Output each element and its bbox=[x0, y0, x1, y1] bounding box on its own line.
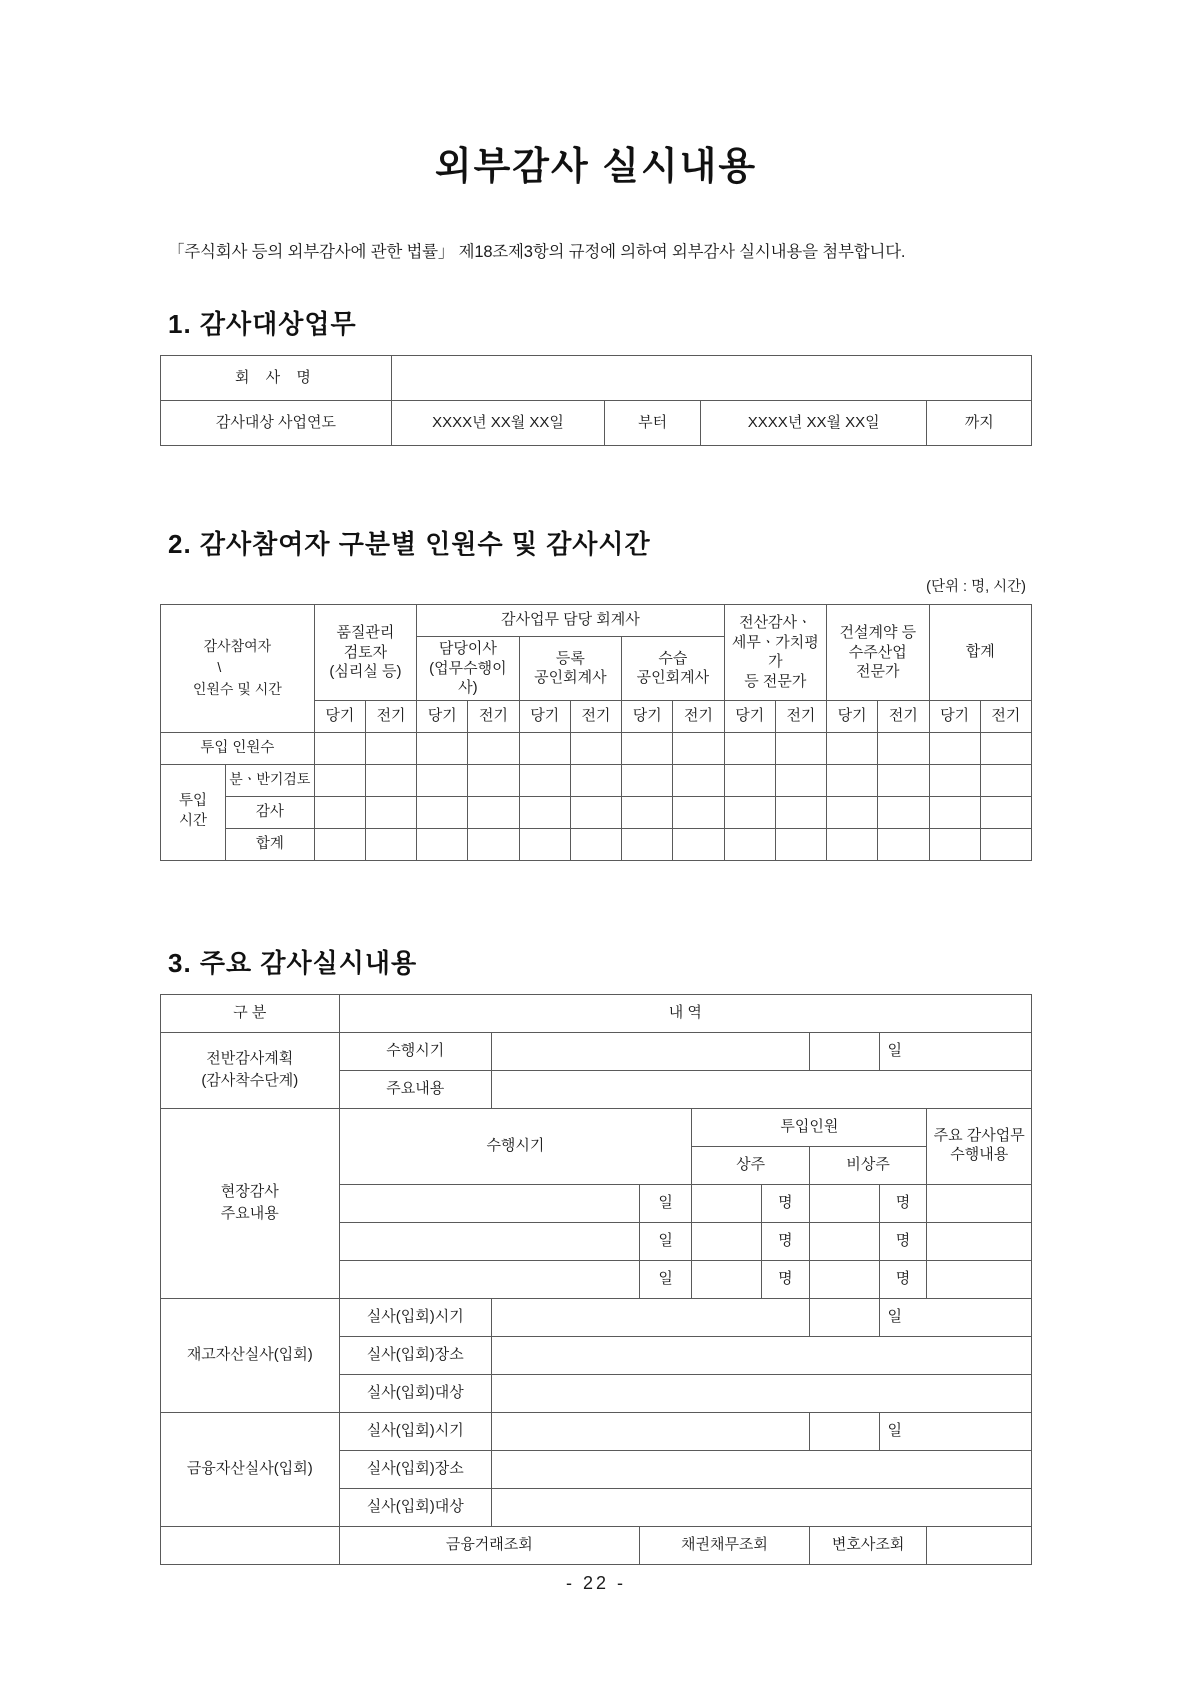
cell-audit-time[interactable] bbox=[365, 796, 416, 828]
page-number: - 22 - bbox=[565, 1573, 626, 1593]
label-financial-place: 실사(입회)장소 bbox=[339, 1450, 491, 1488]
value-financial-days[interactable] bbox=[809, 1412, 879, 1450]
cell-headcount[interactable] bbox=[827, 732, 878, 764]
row-label-headcount: 투입 인원수 bbox=[161, 732, 315, 764]
cell-headcount[interactable] bbox=[775, 732, 826, 764]
fiscal-year-start[interactable]: XXXX년 XX월 XX일 bbox=[391, 401, 604, 446]
audit-target-table bbox=[160, 355, 1032, 446]
cell-headcount[interactable] bbox=[673, 732, 724, 764]
cell-total-time[interactable] bbox=[929, 828, 980, 860]
section-participants bbox=[160, 524, 1032, 861]
overall-plan-line-1: 전반감사계획 bbox=[206, 1050, 294, 1068]
cell-headcount[interactable] bbox=[929, 732, 980, 764]
value-main-audit-work[interactable] bbox=[927, 1222, 1032, 1260]
row-label-field-audit bbox=[161, 1108, 340, 1298]
value-non-resident-count[interactable] bbox=[809, 1260, 879, 1298]
overall-plan-line-2: (감사착수단계) bbox=[201, 1072, 299, 1089]
corner-line-1: 감사참여자 bbox=[203, 637, 272, 654]
time-label-line-1: 투입 bbox=[179, 793, 208, 810]
unit-resident: 명 bbox=[761, 1260, 809, 1298]
section-audit-details bbox=[160, 943, 1032, 1565]
field-audit-line-2: 주요내용 bbox=[220, 1205, 279, 1222]
period-previous: 전기 bbox=[468, 700, 519, 732]
row-label-overall-plan bbox=[161, 1032, 340, 1108]
unit-note: (단위 : 명, 시간) bbox=[926, 579, 1026, 595]
unit-field-days: 일 bbox=[640, 1260, 692, 1298]
from-label: 부터 bbox=[605, 401, 701, 446]
cell-total-time[interactable] bbox=[827, 828, 878, 860]
cell-audit-time[interactable] bbox=[314, 796, 365, 828]
value-inventory-timing[interactable] bbox=[491, 1298, 809, 1336]
col-header-detail: 내 역 bbox=[339, 994, 1031, 1032]
cell-total-time[interactable] bbox=[468, 828, 519, 860]
row-label-audit: 감사 bbox=[226, 796, 314, 828]
value-resident-count[interactable] bbox=[692, 1260, 762, 1298]
table-row bbox=[161, 1032, 1032, 1070]
unit-inventory-days: 일 bbox=[879, 1298, 1031, 1336]
cell-audit-time[interactable] bbox=[827, 796, 878, 828]
company-name-value[interactable] bbox=[391, 356, 1031, 401]
cell-headcount[interactable] bbox=[519, 732, 570, 764]
period-previous: 전기 bbox=[980, 700, 1031, 732]
unit-field-days: 일 bbox=[640, 1184, 692, 1222]
cell-quarterly-review[interactable] bbox=[417, 764, 468, 796]
unit-plan-days: 일 bbox=[879, 1032, 1031, 1070]
label-lawyer-confirmation: 변호사조회 bbox=[809, 1526, 927, 1564]
label-plan-main-content: 주요내용 bbox=[339, 1070, 491, 1108]
cell-headcount[interactable] bbox=[417, 732, 468, 764]
label-main-audit-work: 주요 감사업무 수행내용 bbox=[927, 1108, 1032, 1184]
empty-division-cell bbox=[161, 1526, 340, 1564]
col-header-division: 구 분 bbox=[161, 994, 340, 1032]
table-row bbox=[161, 1526, 1032, 1564]
table-row bbox=[161, 994, 1032, 1032]
cell-quarterly-review[interactable] bbox=[570, 764, 621, 796]
cell-audit-time[interactable] bbox=[519, 796, 570, 828]
participants-corner-header bbox=[161, 605, 315, 733]
value-plan-timing[interactable] bbox=[491, 1032, 809, 1070]
cell-audit-time[interactable] bbox=[468, 796, 519, 828]
construction-line-2: 수주산업 bbox=[848, 643, 907, 661]
cell-headcount[interactable] bbox=[365, 732, 416, 764]
cell-headcount[interactable] bbox=[724, 732, 775, 764]
section2-heading: 2. 감사참여자 구분별 인원수 및 감사시간 bbox=[168, 529, 651, 559]
label-resident: 상주 bbox=[692, 1146, 810, 1184]
unit-resident: 명 bbox=[761, 1222, 809, 1260]
value-main-audit-work[interactable] bbox=[927, 1184, 1032, 1222]
table-row bbox=[161, 732, 1032, 764]
col-total: 합계 bbox=[929, 605, 1031, 701]
cell-quarterly-review[interactable] bbox=[519, 764, 570, 796]
cell-quarterly-review[interactable] bbox=[775, 764, 826, 796]
col-trainee-cpa bbox=[622, 637, 724, 701]
it-line-1: 전산감사ㆍ bbox=[739, 614, 812, 632]
table-row bbox=[161, 401, 1032, 446]
cell-total-time[interactable] bbox=[980, 828, 1031, 860]
registered-line-1: 등록 bbox=[555, 649, 585, 667]
row-label-financial-asset-inspection: 금융자산실사(입회) bbox=[161, 1412, 340, 1526]
audit-details-table bbox=[160, 994, 1032, 1565]
col-engagement-director bbox=[417, 637, 519, 701]
col-construction-expert bbox=[827, 605, 929, 701]
cell-audit-time[interactable] bbox=[622, 796, 673, 828]
cell-quarterly-review[interactable] bbox=[365, 764, 416, 796]
label-inventory-target: 실사(입회)대상 bbox=[339, 1374, 491, 1412]
field-audit-line-1: 현장감사 bbox=[220, 1183, 279, 1201]
cell-total-time[interactable] bbox=[673, 828, 724, 860]
period-current: 당기 bbox=[417, 700, 468, 732]
cell-headcount[interactable] bbox=[622, 732, 673, 764]
label-non-resident: 비상주 bbox=[809, 1146, 927, 1184]
value-field-timing[interactable] bbox=[339, 1260, 639, 1298]
value-field-timing[interactable] bbox=[339, 1184, 639, 1222]
value-main-audit-work[interactable] bbox=[927, 1260, 1032, 1298]
director-line-1: 담당이사 bbox=[438, 640, 497, 657]
cell-total-time[interactable] bbox=[417, 828, 468, 860]
cell-audit-time[interactable] bbox=[878, 796, 929, 828]
cell-quarterly-review[interactable] bbox=[929, 764, 980, 796]
cell-audit-time[interactable] bbox=[570, 796, 621, 828]
to-label: 까지 bbox=[927, 401, 1032, 446]
cell-quarterly-review[interactable] bbox=[980, 764, 1031, 796]
quality-line-1: 품질관리 bbox=[336, 624, 395, 641]
trainee-line-2: 공인회계사 bbox=[636, 669, 710, 687]
period-previous: 전기 bbox=[673, 700, 724, 732]
label-deployed-staff: 투입인원 bbox=[692, 1108, 927, 1146]
cell-total-time[interactable] bbox=[878, 828, 929, 860]
row-label-inventory-inspection: 재고자산실사(입회) bbox=[161, 1298, 340, 1412]
label-inventory-place: 실사(입회)장소 bbox=[339, 1336, 491, 1374]
cell-total-time[interactable] bbox=[775, 828, 826, 860]
unit-financial-days: 일 bbox=[879, 1412, 1031, 1450]
cell-quarterly-review[interactable] bbox=[673, 764, 724, 796]
value-financial-timing[interactable] bbox=[491, 1412, 809, 1450]
cell-headcount[interactable] bbox=[570, 732, 621, 764]
value-plan-days[interactable] bbox=[809, 1032, 879, 1070]
label-financial-target: 실사(입회)대상 bbox=[339, 1488, 491, 1526]
company-name-label: 회 사 명 bbox=[161, 356, 392, 401]
period-current: 당기 bbox=[519, 700, 570, 732]
table-row bbox=[161, 605, 1032, 637]
cell-total-time[interactable] bbox=[314, 828, 365, 860]
cell-headcount[interactable] bbox=[980, 732, 1031, 764]
period-current: 당기 bbox=[724, 700, 775, 732]
cell-total-time[interactable] bbox=[622, 828, 673, 860]
label-field-timing: 수행시기 bbox=[339, 1108, 692, 1184]
table-row bbox=[161, 1412, 1032, 1450]
unit-resident: 명 bbox=[761, 1184, 809, 1222]
period-current: 당기 bbox=[827, 700, 878, 732]
col-it-tax-expert bbox=[724, 605, 826, 701]
cell-audit-time[interactable] bbox=[775, 796, 826, 828]
unit-non-resident: 명 bbox=[879, 1260, 927, 1298]
value-resident-count[interactable] bbox=[692, 1222, 762, 1260]
cell-quarterly-review[interactable] bbox=[468, 764, 519, 796]
cell-headcount[interactable] bbox=[878, 732, 929, 764]
time-group-label bbox=[161, 765, 226, 860]
period-previous: 전기 bbox=[365, 700, 416, 732]
period-current: 당기 bbox=[622, 700, 673, 732]
legal-basis-text: 「주식회사 등의 외부감사에 관한 법률」 제18조제3항의 규정에 의하여 외부감사 실시내용을 첨부합니다. bbox=[168, 243, 906, 261]
value-field-timing[interactable] bbox=[339, 1222, 639, 1260]
value-inventory-days[interactable] bbox=[809, 1298, 879, 1336]
trainee-line-1: 수습 bbox=[658, 649, 688, 667]
director-line-2: (업무수행이사) bbox=[429, 659, 507, 696]
period-current: 당기 bbox=[314, 700, 365, 732]
row-group-label-time bbox=[161, 764, 315, 860]
corner-slash: \ bbox=[217, 659, 222, 676]
table-row bbox=[161, 356, 1032, 401]
it-line-3: 등 전문가 bbox=[744, 672, 807, 690]
section3-heading: 3. 주요 감사실시내용 bbox=[168, 947, 418, 978]
cell-audit-time[interactable] bbox=[417, 796, 468, 828]
value-lawyer-confirmation[interactable] bbox=[927, 1526, 1032, 1564]
cell-total-time[interactable] bbox=[365, 828, 416, 860]
unit-non-resident: 명 bbox=[879, 1184, 927, 1222]
period-previous: 전기 bbox=[775, 700, 826, 732]
group-audit-cpa-header: 감사업무 담당 회계사 bbox=[417, 605, 724, 637]
fiscal-year-label: 감사대상 사업연도 bbox=[161, 401, 392, 446]
col-quality-review bbox=[314, 605, 416, 701]
construction-line-3: 전문가 bbox=[856, 663, 900, 680]
label-inventory-timing: 실사(입회)시기 bbox=[339, 1298, 491, 1336]
unit-field-days: 일 bbox=[640, 1222, 692, 1260]
period-previous: 전기 bbox=[570, 700, 621, 732]
period-previous: 전기 bbox=[878, 700, 929, 732]
cell-quarterly-review[interactable] bbox=[724, 764, 775, 796]
time-label-line-2: 시간 bbox=[179, 813, 208, 829]
section1-heading: 1. 감사대상업무 bbox=[168, 309, 357, 339]
cell-quarterly-review[interactable] bbox=[878, 764, 929, 796]
it-line-2: 세무ㆍ가치평가 bbox=[731, 633, 819, 671]
table-row bbox=[161, 1298, 1032, 1336]
label-bank-confirmation: 금융거래조회 bbox=[339, 1526, 639, 1564]
cell-audit-time[interactable] bbox=[980, 796, 1031, 828]
construction-line-1: 건설계약 등 bbox=[839, 624, 917, 641]
cell-audit-time[interactable] bbox=[929, 796, 980, 828]
value-non-resident-count[interactable] bbox=[809, 1222, 879, 1260]
value-financial-place[interactable] bbox=[491, 1450, 1031, 1488]
cell-quarterly-review[interactable] bbox=[622, 764, 673, 796]
cell-headcount[interactable] bbox=[314, 732, 365, 764]
registered-line-2: 공인회계사 bbox=[534, 669, 607, 687]
cell-headcount[interactable] bbox=[468, 732, 519, 764]
fiscal-year-end[interactable]: XXXX년 XX월 XX일 bbox=[701, 401, 927, 446]
value-inventory-place[interactable] bbox=[491, 1336, 1031, 1374]
value-plan-main-content[interactable] bbox=[491, 1070, 1031, 1108]
cell-total-time[interactable] bbox=[724, 828, 775, 860]
cell-quarterly-review[interactable] bbox=[827, 764, 878, 796]
participants-table bbox=[160, 604, 1032, 861]
unit-non-resident: 명 bbox=[879, 1222, 927, 1260]
corner-line-2: 인원수 및 시간 bbox=[192, 681, 282, 698]
page-title: 외부감사 실시내용 bbox=[434, 146, 758, 188]
period-current: 당기 bbox=[929, 700, 980, 732]
cell-audit-time[interactable] bbox=[673, 796, 724, 828]
quality-line-2: 검토자 bbox=[343, 643, 388, 661]
cell-total-time[interactable] bbox=[570, 828, 621, 860]
value-non-resident-count[interactable] bbox=[809, 1184, 879, 1222]
cell-total-time[interactable] bbox=[519, 828, 570, 860]
value-resident-count[interactable] bbox=[692, 1184, 762, 1222]
table-row bbox=[161, 764, 1032, 796]
col-registered-cpa bbox=[519, 637, 621, 701]
row-label-sum: 합계 bbox=[226, 828, 314, 860]
cell-quarterly-review[interactable] bbox=[314, 764, 365, 796]
section-audit-target bbox=[160, 304, 1032, 446]
quality-line-3: (심리실 등) bbox=[329, 663, 402, 680]
value-inventory-target[interactable] bbox=[491, 1374, 1031, 1412]
row-label-quarterly-review: 분ㆍ반기검토 bbox=[226, 765, 314, 797]
table-row bbox=[161, 1108, 1032, 1146]
label-receivable-confirmation: 채권채무조회 bbox=[640, 1526, 810, 1564]
value-financial-target[interactable] bbox=[491, 1488, 1031, 1526]
label-plan-timing: 수행시기 bbox=[339, 1032, 491, 1070]
cell-audit-time[interactable] bbox=[724, 796, 775, 828]
label-financial-timing: 실사(입회)시기 bbox=[339, 1412, 491, 1450]
